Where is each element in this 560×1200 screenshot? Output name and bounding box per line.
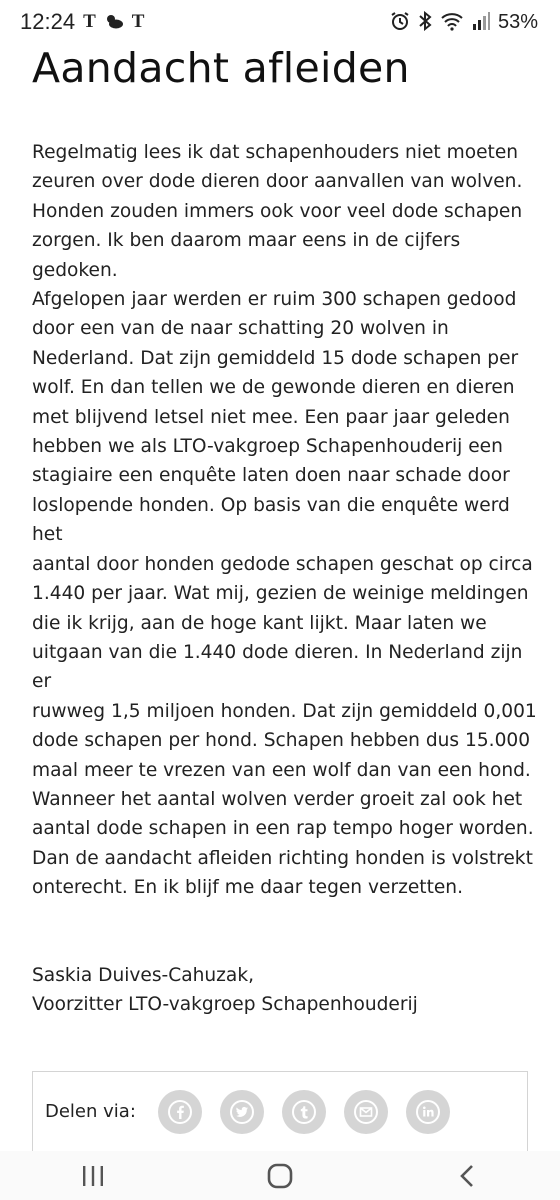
article-line: onterecht. En ik blijf me daar tegen verzetten. <box>32 877 464 899</box>
article-line: wolf. En dan tellen we de gewonde dieren en dieren <box>32 377 515 399</box>
facebook-icon <box>167 1099 193 1125</box>
article-body <box>32 138 538 1019</box>
linkedin-share-button[interactable] <box>406 1090 450 1134</box>
article-line: Wanneer het aantal wolven verder groeit zal ook het <box>32 788 523 810</box>
article-line: die ik krijg, aan de hoge kant lijkt. Maar laten we <box>32 612 487 634</box>
article-line: Afgelopen jaar werden er ruim 300 schapen gedood <box>32 289 517 311</box>
article-line: hebben we als LTO-vakgroep Schapenhouderij een <box>32 436 503 458</box>
telegraaf-notification-icon: T <box>83 11 96 32</box>
tumblr-icon <box>291 1099 317 1125</box>
article-line: aantal door honden gedode schapen geschat op circa <box>32 553 533 575</box>
article-line: 1.440 per jaar. Wat mij, gezien de weinige meldingen <box>32 583 529 605</box>
tumblr-share-button[interactable] <box>282 1090 326 1134</box>
twitter-share-button[interactable] <box>220 1090 264 1134</box>
linkedin-icon <box>415 1099 441 1125</box>
email-icon <box>353 1099 379 1125</box>
article-paragraph <box>32 138 538 903</box>
article-line: uitgaan van die 1.440 dode dieren. In Nederland zijn er <box>32 641 523 693</box>
alarm-icon <box>390 11 410 34</box>
article-line: aantal dode schapen in een rap tempo hoger worden. <box>32 818 534 840</box>
article-line: met blijvend letsel niet mee. Een paar jaar geleden <box>32 406 510 428</box>
battery-level: 53% <box>497 10 538 33</box>
twitter-icon <box>229 1099 255 1125</box>
status-right <box>390 11 538 34</box>
wifi-icon <box>440 11 464 34</box>
status-bar <box>0 0 560 44</box>
recent-apps-icon <box>80 1164 106 1188</box>
share-box <box>32 1071 528 1151</box>
share-icons <box>158 1090 450 1134</box>
article-line: maal meer te vrezen van een wolf dan van een hond. <box>32 759 531 781</box>
author-name: Saskia Duives-Cahuzak, <box>32 964 255 986</box>
bluetooth-icon <box>418 11 432 34</box>
article-line: zeuren over dode dieren door aanvallen van wolven. <box>32 171 523 193</box>
back-icon <box>457 1163 477 1189</box>
article-line: dode schapen per hond. Schapen hebben dus 15.000 <box>32 730 531 752</box>
signature <box>32 961 538 1020</box>
home-button[interactable] <box>240 1156 320 1196</box>
article-line: Honden zouden immers ook voor veel dode schapen <box>32 200 523 222</box>
article-line: stagiaire een enquête laten doen naar schade door <box>32 465 510 487</box>
recent-apps-button[interactable] <box>53 1156 133 1196</box>
signal-icon <box>472 12 490 33</box>
status-time: 12:24 <box>20 9 76 34</box>
email-share-button[interactable] <box>344 1090 388 1134</box>
back-button[interactable] <box>427 1156 507 1196</box>
article-line: Nederland. Dat zijn gemiddeld 15 dode schapen per <box>32 347 519 369</box>
article-line: Dan de aandacht afleiden richting honden is volstrekt <box>32 847 533 869</box>
navigation-bar <box>0 1151 560 1200</box>
article-line: ruwweg 1,5 miljoen honden. Dat zijn gemiddeld 0,001 <box>32 700 537 722</box>
telegraaf-notification-icon-2: T <box>131 11 145 32</box>
article-line: zorgen. Ik ben daarom maar eens in de cijfers gedoken. <box>32 230 461 281</box>
status-left <box>20 9 144 35</box>
article-line: door een van de naar schatting 20 wolven in <box>32 318 449 340</box>
weather-icon <box>104 13 124 32</box>
share-label: Delen via: <box>45 1101 136 1122</box>
author-role: Voorzitter LTO-vakgroep Schapenhouderij <box>32 993 418 1015</box>
article-line: Regelmatig lees ik dat schapenhouders niet moeten <box>32 142 519 163</box>
article-line: loslopende honden. Op basis van die enquête werd het <box>32 494 510 546</box>
article-title: Aandacht afleiden <box>32 44 410 92</box>
home-icon <box>266 1162 294 1190</box>
facebook-share-button[interactable] <box>158 1090 202 1134</box>
